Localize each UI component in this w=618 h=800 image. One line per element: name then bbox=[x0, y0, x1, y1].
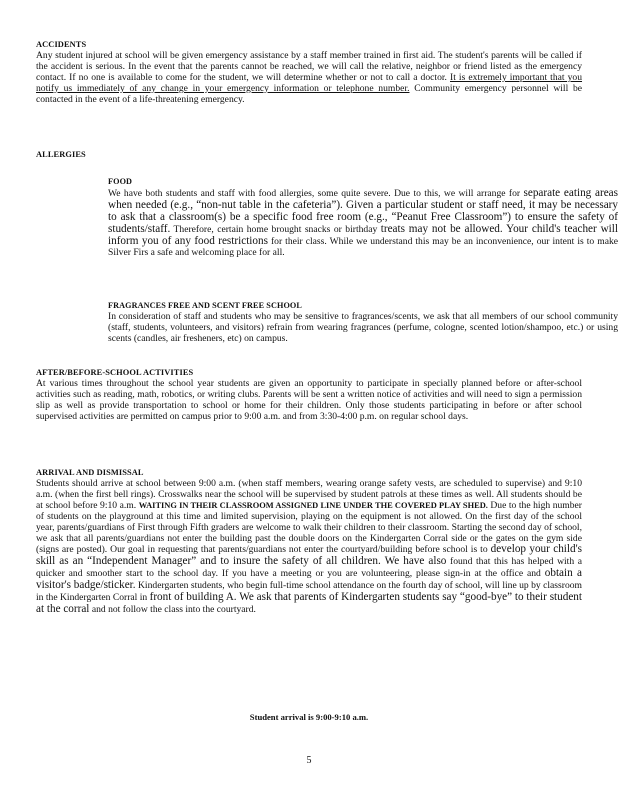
accidents-text-2: Community emergency personnel will be contacted in the event of a life-threatening emergency. bbox=[36, 82, 582, 105]
accidents-underlined-notice: It is extremely important that you notify us immediately of any change in your emergency information or telephone number. bbox=[36, 71, 583, 94]
arrival-body bbox=[36, 479, 582, 616]
section-accidents bbox=[36, 40, 582, 106]
section-after-before bbox=[36, 368, 582, 423]
food-text-d: treats may not be allowed. Your child's teacher will inform you of any food restrictions bbox=[108, 222, 618, 247]
food-text-b: separate eating areas when needed (e.g., “non-nut table in the cafeteria”). Given a particular student or staff need, it may be necessary to ask that a classroom(s) be a specific food free room (e.g., “Peanut Free Classroom”) to ensure the safety of students/staff. bbox=[108, 187, 618, 235]
heading-accidents: ACCIDENTS bbox=[36, 40, 87, 49]
heading-after-before: AFTER/BEFORE-SCHOOL ACTIVITIES bbox=[36, 368, 194, 377]
heading-arrival: ARRIVAL AND DISMISSAL bbox=[36, 468, 144, 477]
arrival-waiting-notice: WAITING IN THEIR CLASSROOM ASSIGNED LINE UNDER THE COVERED PLAY SHED. bbox=[138, 500, 488, 510]
food-text-e: for their class. While we understand this may be an inconvenience, our intent is to make Silver Firs a safe and welcoming place for all. bbox=[108, 235, 618, 258]
arrival-text-5: obtain a visitor's badge/sticker. bbox=[36, 567, 582, 592]
after-before-body: At various times throughout the school year students are given an opportunity to participate in specially planned before or after-school activities such as reading, math, robotics, or writing clubs. Parents will be sent a written notice of activities and will need to sign a permission slip as well as provide transportation to school or home for their children. Only those students participating in before or after school supervised activities are permitted on campus prior to 9:00 a.m. and from 3:30-4:00 p.m. on regular school days. bbox=[36, 378, 582, 422]
arrival-text-3: develop your child's skill as an “Independent Manager” and to insure the safety of all children. We have also bbox=[36, 543, 582, 568]
accidents-text-1: Any student injured at school will be given emergency assistance by a staff member trained in first aid. The student's parents will be called if the accident is serious. In the event that the parents cannot be reached, we will call the relative, neighbor or friend listed as the emergency contact. If no one is available to come for the student, we will determine whether or not to call a doctor. bbox=[36, 50, 582, 83]
subsection-fragrances bbox=[108, 301, 618, 345]
heading-food: FOOD bbox=[108, 177, 133, 186]
heading-allergies: ALLERGIES bbox=[36, 150, 86, 159]
section-allergies bbox=[36, 150, 582, 161]
page-number: 5 bbox=[306, 755, 312, 766]
arrival-text-1: Students should arrive at school between 9:00 a.m. (when staff members, wearing orange safety vests, are scheduled to supervise) and 9:10 a.m. (when the first bell rings). Crosswalks near the school will be supervised by student patrols at these times as well. All students should be at school before 9:10 a.m. bbox=[36, 478, 582, 511]
arrival-text-8: and not follow the class into the courtyard. bbox=[91, 603, 256, 615]
food-text-c: Therefore, certain home brought snacks or birthday bbox=[173, 223, 378, 235]
section-arrival bbox=[36, 468, 582, 616]
fragrances-body: In consideration of staff and students who may be sensitive to fragrances/scents, we ask that all members of our school community (staff, students, volunteers, and visitors) refrain from wearing fragrances (perfume, cologne, scented lotion/shampoo, etc.) or using scents (candles, air fresheners, etc) on campus. bbox=[108, 311, 618, 344]
arrival-time-note: Student arrival is 9:00-9:10 a.m. bbox=[249, 712, 369, 722]
heading-fragrances: FRAGRANCES FREE AND SCENT FREE SCHOOL bbox=[108, 301, 302, 310]
arrival-text-6: Kindergarten students, who begin full-time school attendance on the fourth day of school, will line up by classroom in the Kindergarten Corral in bbox=[36, 580, 583, 604]
accidents-body bbox=[36, 51, 582, 106]
food-text-a: We have both students and staff with food allergies, some quite severe. Due to this, we will arrange for bbox=[108, 188, 521, 199]
arrival-text-2: Due to the high number of students on the playground at this time and limited supervision, playing on the equipment is not allowed. On the first day of the school year, parents/guardians of First through Fifth graders are welcome to walk their children to their classroom. Starting the second day of school, we ask that all parents/guardians not enter the building past the double doors on the Kindergarten Corral side or the gates on the gym side (signs are posted). Our goal in requesting that parents/guardians not enter the courtyard/building before school is to bbox=[36, 499, 583, 556]
food-body bbox=[108, 188, 618, 258]
subsection-food bbox=[108, 177, 618, 258]
arrival-text-4: found that this has helped with a quicker and smoother start to the school day. If you have a meeting or you are volunteering, please sign-in at the office and bbox=[36, 556, 582, 580]
arrival-text-7: front of building A. We ask that parents of Kindergarten students say “good-bye” to their student at the corral bbox=[36, 591, 583, 615]
